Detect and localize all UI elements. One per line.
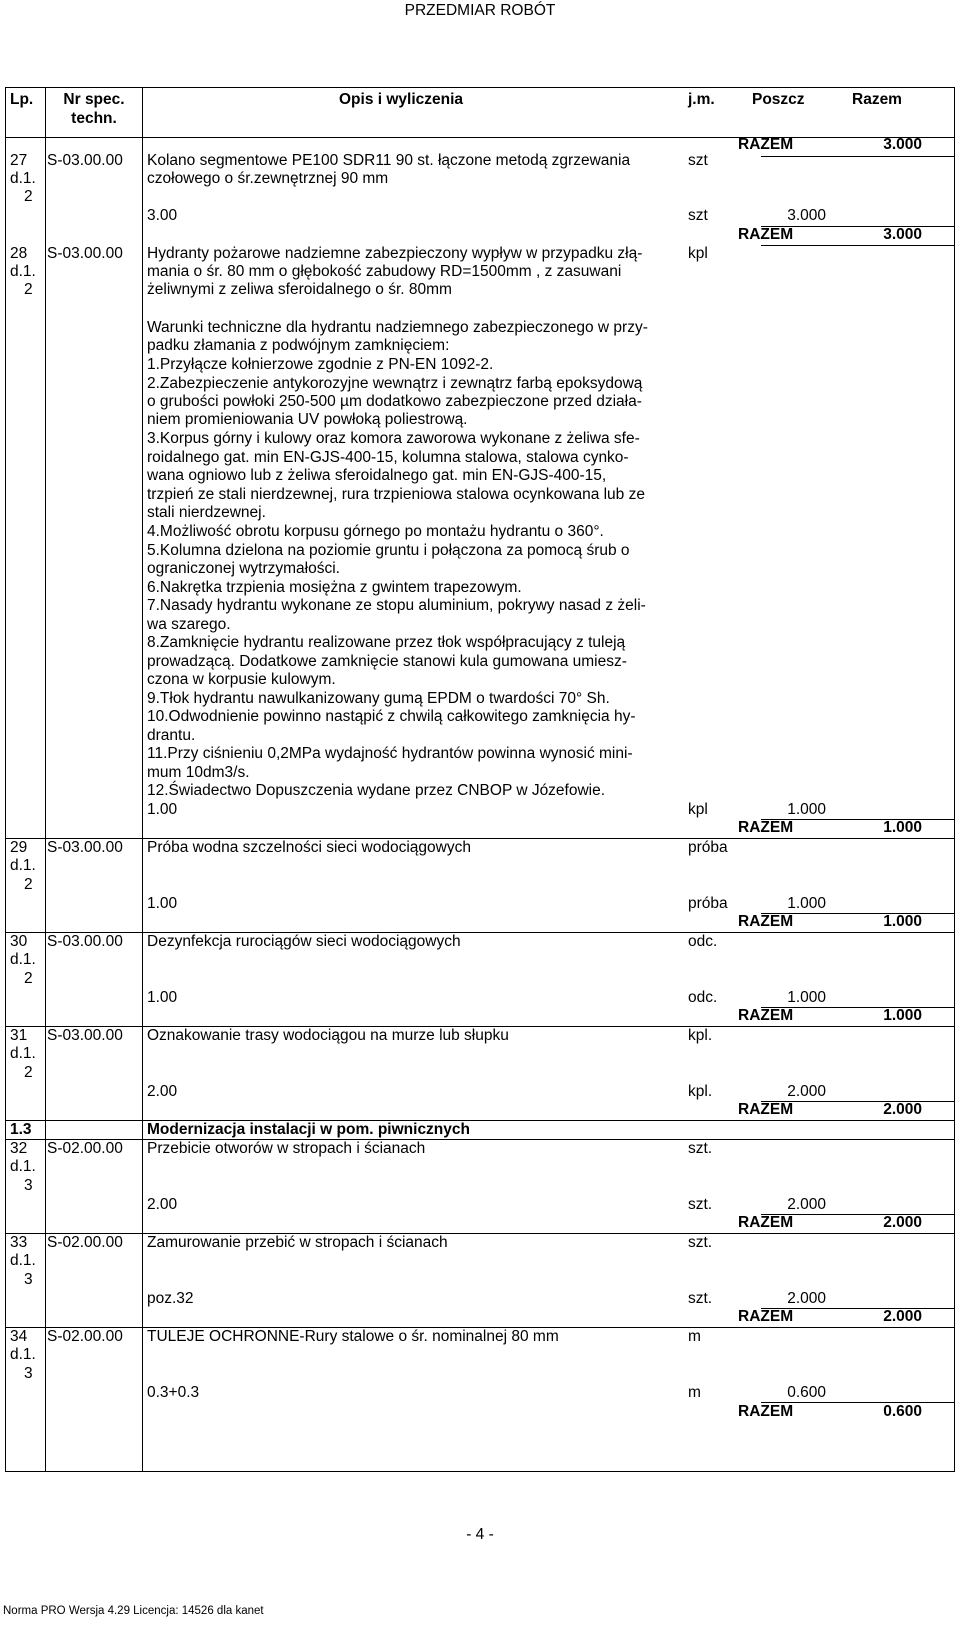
item-calc-jm: szt. xyxy=(688,1290,713,1307)
item-desc: żeliwnymi z zeliwa sferoidalnego o śr. 80mm xyxy=(147,281,452,298)
item-calc-jm: kpl. xyxy=(688,1083,713,1100)
header-razem: Razem xyxy=(852,91,902,108)
item-calc: poz.32 xyxy=(147,1290,194,1307)
razem-label: RAZEM xyxy=(738,1007,794,1024)
item-lp-sub: d.1. xyxy=(10,170,36,187)
item-lp-sub: d.1. xyxy=(10,1346,36,1363)
item-calc-jm: odc. xyxy=(688,989,718,1006)
item-spec: S-03.00.00 xyxy=(47,933,123,950)
item-spec: S-02.00.00 xyxy=(47,1140,123,1157)
note-line: padku złamania z podwójnym zamknięciem: xyxy=(147,337,450,354)
item-razem: 0.600 xyxy=(883,1403,922,1420)
item-desc: czołowego o śr.zewnętrznej 90 mm xyxy=(147,170,389,187)
item-lp: 29 xyxy=(10,839,28,856)
item-lp: 32 xyxy=(10,1140,28,1157)
note-line: 5.Kolumna dzielona na poziomie gruntu i połączona za pomocą śrub o xyxy=(147,542,630,559)
razem-label: RAZEM xyxy=(738,1101,794,1118)
item-jm: odc. xyxy=(688,933,718,950)
item-jm: m xyxy=(688,1328,701,1345)
section-lp: 1.3 xyxy=(10,1121,32,1138)
note-line: o grubości powłoki 250-500 µm dodatkowo zabezpieczone przed działa- xyxy=(147,393,642,410)
note-line: roidalnego gat. min EN-GJS-400-15, kolumna stalowa, stalowa cynko- xyxy=(147,449,629,466)
item-lp-sub2: 3 xyxy=(24,1177,33,1194)
col-divider-spec xyxy=(142,87,143,1472)
item-lp-sub2: 2 xyxy=(24,1064,33,1081)
footer-license: Norma PRO Wersja 4.29 Licencja: 14526 dla kanet xyxy=(3,1605,264,1617)
razem-label: RAZEM xyxy=(738,819,794,836)
item-jm: szt. xyxy=(688,1234,713,1251)
item-desc: Próba wodna szczelności sieci wodociągowych xyxy=(147,839,471,856)
note-line: 7.Nasady hydrantu wykonane ze stopu aluminium, pokrywy nasad z żeli- xyxy=(147,597,646,614)
item-calc: 1.00 xyxy=(147,895,178,912)
item-desc: TULEJE OCHRONNE-Rury stalowe o śr. nominalnej 80 mm xyxy=(147,1328,559,1345)
header-lp: Lp. xyxy=(10,91,34,108)
note-line: niem promieniowania UV powłoką poliestrową. xyxy=(147,411,468,428)
item-lp: 33 xyxy=(10,1234,28,1251)
header-nr-spec-techn: techn. xyxy=(71,110,117,127)
item-calc: 3.00 xyxy=(147,207,178,224)
razem-label: RAZEM xyxy=(738,913,794,930)
item-jm: próba xyxy=(688,839,728,856)
item-calc: 2.00 xyxy=(147,1196,178,1213)
item-spec: S-03.00.00 xyxy=(47,839,123,856)
item-razem: 1.000 xyxy=(883,913,922,930)
col-divider-lp xyxy=(45,87,46,1472)
item-calc: 1.00 xyxy=(147,801,178,818)
item-lp-sub2: 2 xyxy=(24,970,33,987)
note-line: wa szarego. xyxy=(147,616,231,633)
item-calc-jm: szt. xyxy=(688,1196,713,1213)
razem-label: RAZEM xyxy=(738,226,794,243)
item-spec: S-03.00.00 xyxy=(47,245,123,262)
item-lp-sub2: 2 xyxy=(24,281,33,298)
item-lp-sub2: 3 xyxy=(24,1271,33,1288)
item-spec: S-03.00.00 xyxy=(47,152,123,169)
item-poszcz: 1.000 xyxy=(787,801,826,818)
item-razem: 2.000 xyxy=(883,1214,922,1231)
note-line: ograniczonej wytrzymałości. xyxy=(147,560,340,577)
item-lp-sub: d.1. xyxy=(10,951,36,968)
note-line: czona w korpusie kulowym. xyxy=(147,671,336,688)
razem-label: RAZEM xyxy=(738,1214,794,1231)
header-jm: j.m. xyxy=(688,91,715,108)
note-line: mum 10dm3/s. xyxy=(147,764,250,781)
item-jm: szt. xyxy=(688,1140,713,1157)
item-lp: 27 xyxy=(10,152,28,169)
razem-label: RAZEM xyxy=(738,1403,794,1420)
item-jm: szt xyxy=(688,152,708,169)
item-lp-sub: d.1. xyxy=(10,857,36,874)
item-lp-sub2: 2 xyxy=(24,188,33,205)
item-desc: Kolano segmentowe PE100 SDR11 90 st. łączone metodą zgrzewania xyxy=(147,152,631,169)
item-razem: 2.000 xyxy=(883,1308,922,1325)
item-lp-sub2: 3 xyxy=(24,1365,33,1382)
razem-label: RAZEM xyxy=(738,136,794,153)
item-desc: Hydranty pożarowe nadziemne zabezpieczony wypływ w przypadku złą- xyxy=(147,245,643,262)
item-calc-jm: m xyxy=(688,1384,701,1401)
item-lp: 31 xyxy=(10,1027,28,1044)
item-lp-sub2: 2 xyxy=(24,876,33,893)
item-lp: 30 xyxy=(10,933,28,950)
header-opis: Opis i wyliczenia xyxy=(339,91,464,108)
item-calc: 1.00 xyxy=(147,989,178,1006)
note-line: wana ogniowo lub z żeliwa sferoidalnego gat. min EN-GJS-400-15, xyxy=(147,467,607,484)
item-desc: Dezynfekcja rurociągów sieci wodociągowych xyxy=(147,933,461,950)
item-poszcz: 2.000 xyxy=(787,1290,826,1307)
item-razem: 3.000 xyxy=(883,226,922,243)
item-calc: 2.00 xyxy=(147,1083,178,1100)
note-line: 12.Świadectwo Dopuszczenia wydane przez CNBOP w Józefowie. xyxy=(147,782,606,799)
item-jm: kpl xyxy=(688,245,708,262)
header-nr-spec: Nr spec. xyxy=(63,91,125,108)
razem-value: 3.000 xyxy=(883,136,922,153)
note-line: 6.Nakrętka trzpienia mosiężna z gwintem trapezowym. xyxy=(147,579,522,596)
section-title: Modernizacja instalacji w pom. piwnicznych xyxy=(147,1121,470,1138)
item-desc: Oznakowanie trasy wodociągou na murze lub słupku xyxy=(147,1027,509,1044)
note-line: drantu. xyxy=(147,727,196,744)
item-poszcz: 1.000 xyxy=(787,989,826,1006)
item-calc-jm: próba xyxy=(688,895,728,912)
item-poszcz: 0.600 xyxy=(787,1384,826,1401)
item-desc: Zamurowanie przebić w stropach i ścianach xyxy=(147,1234,448,1251)
item-lp-sub: d.1. xyxy=(10,1252,36,1269)
header-poszcz: Poszcz xyxy=(752,91,805,108)
note-line: prowadzącą. Dodatkowe zamknięcie stanowi kula gumowana umiesz- xyxy=(147,653,627,670)
item-calc: 0.3+0.3 xyxy=(147,1384,200,1401)
item-spec: S-02.00.00 xyxy=(47,1328,123,1345)
note-line: 11.Przy ciśnieniu 0,2MPa wydajność hydrantów powinna wynosić mini- xyxy=(147,745,633,762)
item-poszcz: 1.000 xyxy=(787,895,826,912)
note-line: 10.Odwodnienie powinno nastąpić z chwilą całkowitego zamknięcia hy- xyxy=(147,708,636,725)
item-desc: mania o śr. 80 mm o głębokość zabudowy RD=1500mm , z zasuwani xyxy=(147,263,622,280)
item-poszcz: 2.000 xyxy=(787,1083,826,1100)
item-lp-sub: d.1. xyxy=(10,1158,36,1175)
item-desc: Przebicie otworów w stropach i ścianach xyxy=(147,1140,426,1157)
item-lp-sub: d.1. xyxy=(10,1045,36,1062)
item-poszcz: 2.000 xyxy=(787,1196,826,1213)
item-lp: 34 xyxy=(10,1328,28,1345)
item-spec: S-03.00.00 xyxy=(47,1027,123,1044)
item-spec: S-02.00.00 xyxy=(47,1234,123,1251)
item-razem: 2.000 xyxy=(883,1101,922,1118)
item-poszcz: 3.000 xyxy=(787,207,826,224)
note-line: 1.Przyłącze kołnierzowe zgodnie z PN-EN 1092-2. xyxy=(147,356,494,373)
item-lp: 28 xyxy=(10,245,28,262)
note-line: trzpień ze stali nierdzewnej, rura trzpieniowa stalowa ocynkowana lub ze xyxy=(147,486,645,503)
razem-line xyxy=(761,245,955,246)
razem-underline xyxy=(761,156,955,157)
note-line: 8.Zamknięcie hydrantu realizowane przez tłok współpracujący z tuleją xyxy=(147,634,626,651)
note-line: 9.Tłok hydrantu nawulkanizowany gumą EPDM o twardości 70° Sh. xyxy=(147,690,610,707)
item-calc-jm: szt xyxy=(688,207,708,224)
item-jm: kpl. xyxy=(688,1027,713,1044)
note-line: stali nierdzewnej. xyxy=(147,504,266,521)
razem-label: RAZEM xyxy=(738,1308,794,1325)
note-line: 2.Zabezpieczenie antykorozyjne wewnątrz i zewnątrz farbą epoksydową xyxy=(147,375,643,392)
page-title: PRZEDMIAR ROBÓT xyxy=(404,2,556,19)
header-divider xyxy=(5,137,955,138)
item-razem: 1.000 xyxy=(883,1007,922,1024)
item-lp-sub: d.1. xyxy=(10,263,36,280)
item-calc-jm: kpl xyxy=(688,801,708,818)
page-number: - 4 - xyxy=(466,1526,494,1543)
item-razem: 1.000 xyxy=(883,819,922,836)
note-line: 3.Korpus górny i kulowy oraz komora zaworowa wykonane z żeliwa sfe- xyxy=(147,430,640,447)
note-line: Warunki techniczne dla hydrantu nadziemnego zabezpieczonego w przy- xyxy=(147,319,648,336)
note-line: 4.Możliwość obrotu korpusu górnego po montażu hydrantu o 360°. xyxy=(147,523,604,540)
